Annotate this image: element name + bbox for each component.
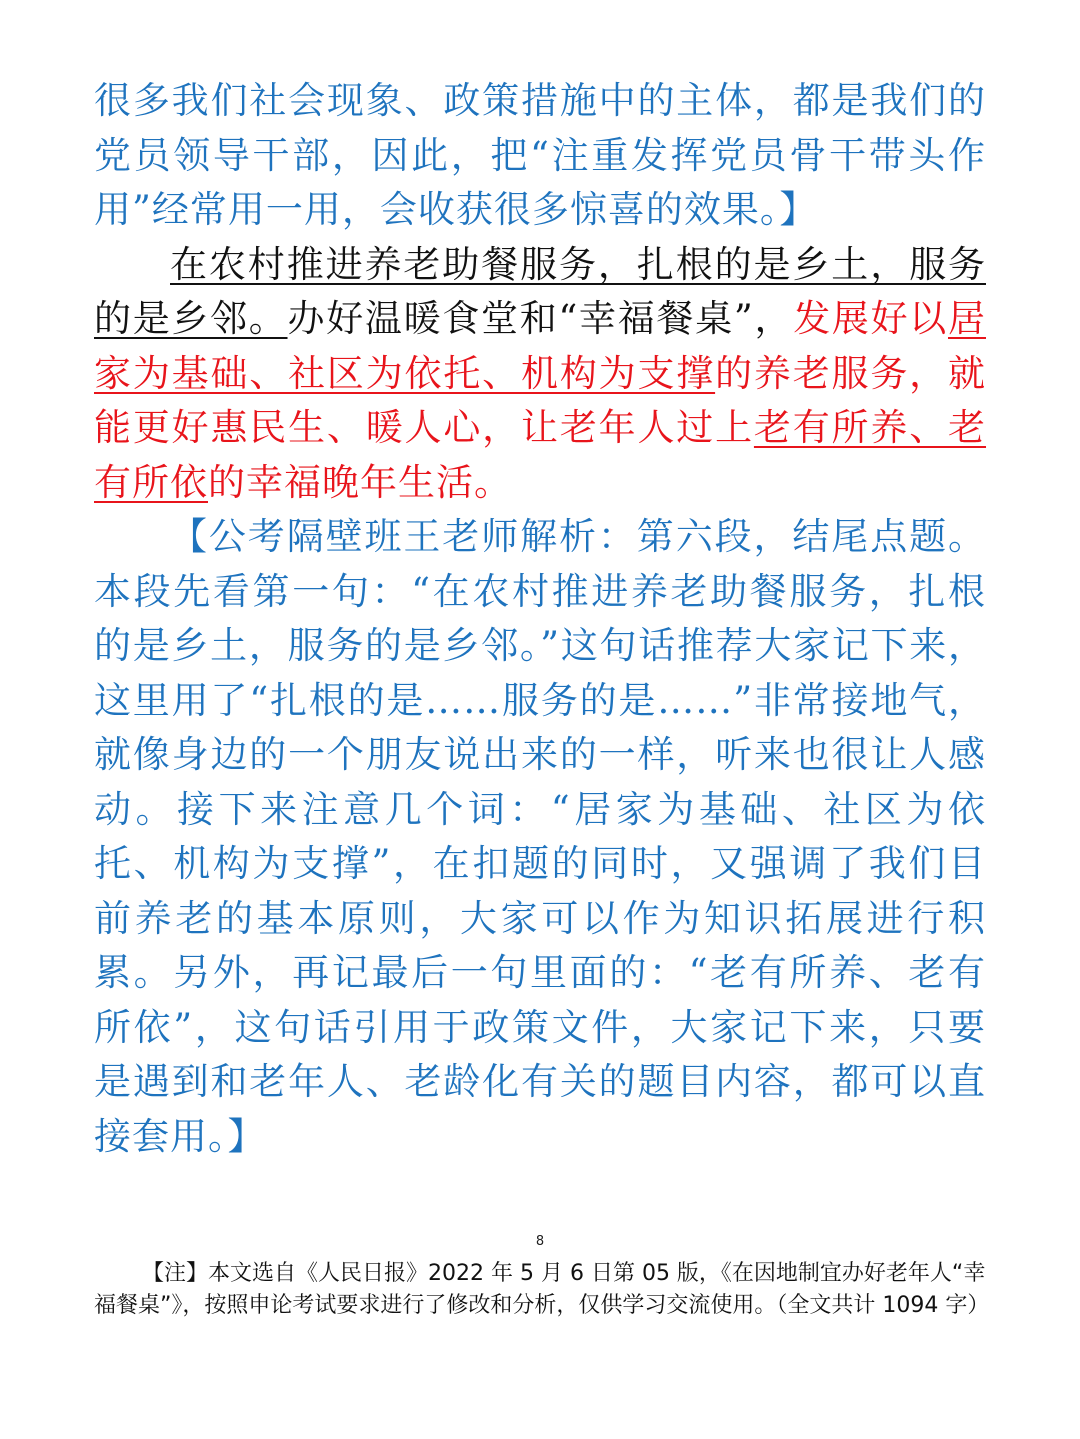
red-emphasis-segment-2: 的养老服务，就能更好惠民生、暖人心，让老年人过上 [94, 351, 987, 449]
analysis-paragraph-continuation: 很多我们社会现象、政策措施中的主体，都是我们的党员领导干部，因此，把“注重发挥党员骨干带头作用”经常用一用，会收获很多惊喜的效果。】 [94, 79, 986, 231]
document-body [94, 74, 986, 1164]
red-emphasis-segment-3: 的幸福晚年生活。 [208, 460, 512, 504]
red-underlined-phrase-2: 老有所养、老有所依 [94, 406, 987, 504]
underlined-key-sentence: 在农村推进养老助餐服务，扎根的是乡土，服务的是乡邻。 [94, 242, 986, 340]
article-paragraph [94, 238, 986, 511]
plain-text-segment: 办好温暖食堂和“幸福餐桌”， [287, 297, 794, 340]
footnote-text: 【注】本文选自《人民日报》2022 年 5 月 6 日第 05 版，《在因地制宜办好老年人“幸福餐桌”》，按照申论考试要求进行了修改和分析，仅供学习交流使用。（全文共计 1094 字） [94, 1261, 990, 1318]
red-emphasis-segment: 发展好以 [793, 297, 948, 340]
page-number: 8 [535, 1234, 545, 1249]
analysis-paragraph: 【公考隔壁班王老师解析：第六段，结尾点题。本段先看第一句：“在农村推进养老助餐服务，扎根的是乡土，服务的是乡邻。”这句话推荐大家记下来，这里用了“扎根的是……服务的是……”非常接地气，就像身边的一个朋友说出来的一样，听来也很让人感动。接下来注意几个词：“居家为基础、社区为依托、机构为支撑”，在扣题的同时，又强调了我们目前养老的基本原则，大家可以作为知识拓展进行积累。另外，再记最后一句里面的：“老有所养、老有所依”，这句话引用于政策文件，大家记下来，只要是遇到和老年人、老龄化有关的题目内容，都可以直接套用。】 [94, 515, 986, 1158]
footnote [94, 1258, 994, 1322]
red-underlined-phrase: 居家为基础、社区为依托、机构为支撑 [94, 297, 986, 395]
